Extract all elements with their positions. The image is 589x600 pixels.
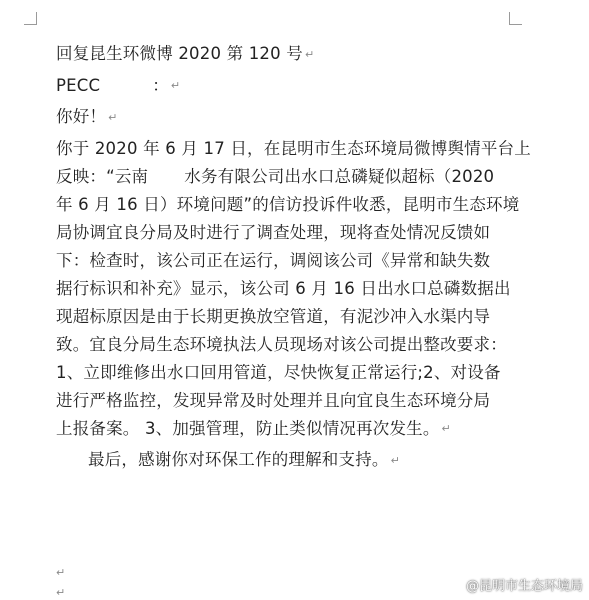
closing-line (56, 446, 556, 475)
body-line-part: 反映：“云南 (56, 166, 149, 186)
body-line: 进行严格监控，发现异常及时处理并且向宜良生态环境分局 (56, 390, 491, 410)
body-line (56, 415, 556, 444)
greeting-line (56, 103, 556, 132)
paragraph-mark-icon: ↵ (390, 453, 401, 467)
body-line-text: 上报备案。 3、加强管理，防止类似情况再次发生。 (56, 418, 440, 438)
title-text: 回复昆生环微博 2020 第 120 号 (56, 44, 303, 63)
addressee-line (56, 72, 556, 101)
addressee-prefix: PECC (56, 75, 101, 95)
body-line: 你于 2020 年 6 月 17 日，在昆明市生态环境局微博舆情平台上 (56, 138, 531, 158)
body-line: 局协调宜良分局及时进行了调查处理，现将查处情况反馈如 (56, 222, 491, 242)
body-line: 现超标原因是由于长期更换放空管道，有泥沙冲入水渠内导 (56, 306, 491, 326)
weibo-icon (440, 577, 462, 593)
closing-text: 最后，感谢你对环保工作的理解和支持。 (88, 450, 389, 469)
crop-mark-top-left (24, 12, 37, 25)
body-line: 下：检查时，该公司正在运行，调阅该公司《异常和缺失数 (56, 250, 491, 270)
paragraph-mark-icon: ↵ (304, 47, 315, 61)
document-body (56, 40, 556, 475)
body-line: 据行标识和补充》显示，该公司 6 月 16 日出水口总磷数据出 (56, 278, 511, 298)
addressee-suffix: ： (152, 75, 169, 95)
paragraph-mark-icon: ↵ (108, 110, 118, 124)
crop-mark-top-right (509, 12, 522, 25)
paragraph-mark-icon: ↵ (56, 586, 66, 599)
body-line: 致。宜良分局生态环境执法人员现场对该公司提出整改要求： (56, 334, 507, 354)
body-line: 1、立即维修出水口回用管道，尽快恢复正常运行;2、对设备 (56, 362, 501, 382)
body-line-part: 水务有限公司出水口总磷疑似超标（2020 (184, 166, 495, 186)
paragraph-mark-icon: ↵ (56, 566, 66, 579)
body-line (56, 163, 556, 191)
paragraph-mark-icon: ↵ (441, 422, 451, 435)
greeting-text: 你好！ (56, 107, 107, 126)
watermark-text: @昆明市生态环境局 (465, 579, 583, 594)
paragraph-mark-icon: ↵ (170, 79, 181, 92)
body-line: 年 6 月 16 日）环境问题”的信访投诉件收悉，昆明市生态环境 (56, 194, 520, 214)
weibo-watermark (440, 575, 583, 594)
document-title-line (56, 40, 556, 69)
